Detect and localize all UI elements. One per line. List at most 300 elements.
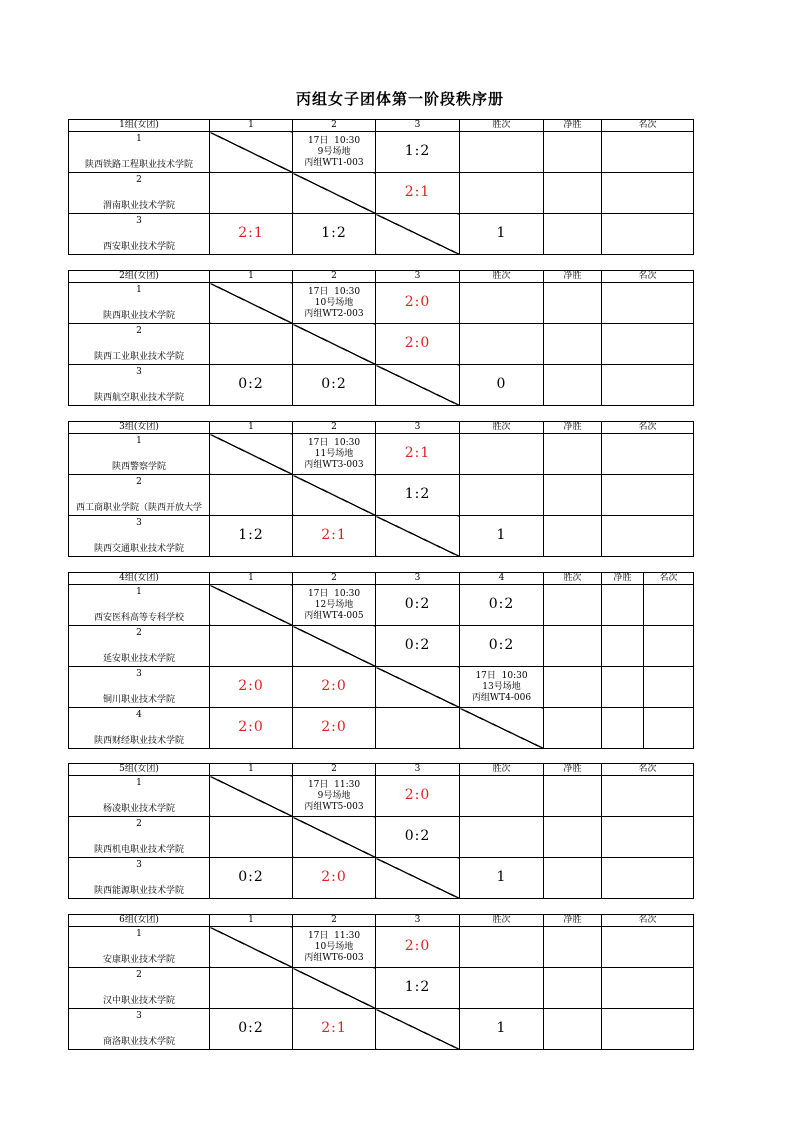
team-name: 西安职业技术学院 [102,242,175,252]
team-info [69,667,209,707]
schedule-time [293,136,375,147]
group-label: 5组(女团) [69,764,210,776]
schedule-day: 17日 [307,135,329,146]
wins-cell [460,365,544,406]
column-header: 3 [376,915,460,927]
wins-cell [460,283,544,324]
net-wins-cell [544,927,602,968]
team-name: 西工商职业学院（陕西开放大学 [75,503,202,513]
score: 1:2 [321,224,347,241]
team-cell [69,626,210,667]
rank-cell [644,708,694,749]
score: 2:1 [321,1019,347,1036]
diagonal-cell [210,283,293,324]
rank-cell [602,365,694,406]
score: 2:1 [404,183,431,200]
score-cell [210,817,293,858]
wins-value: 0 [496,375,507,392]
score: 0:2 [404,827,431,844]
rank-cell [602,132,694,173]
score: 2:1 [321,526,347,543]
schedule-cell [293,927,376,968]
net-wins-cell [544,214,602,255]
score: 1:2 [404,978,431,995]
column-header: 2 [293,422,376,434]
schedule-cell [293,434,376,475]
team-name: 延安职业技术学院 [102,654,175,664]
header-row [69,120,694,132]
diagonal-cell [376,516,460,557]
team-name: 渭南职业技术学院 [102,201,175,211]
score-cell [293,708,376,749]
wins-value: 1 [496,868,507,885]
team-cell [69,434,210,475]
header-row [69,573,694,585]
team-cell [69,1009,210,1050]
schedule-time [293,780,375,791]
column-header: 3 [376,573,460,585]
schedule-cell [460,667,544,708]
rank-cell [602,516,694,557]
score-cell [210,626,293,667]
group-label: 3组(女团) [69,422,210,434]
rank-cell [602,434,694,475]
group-table [68,763,694,899]
team-cell [69,708,210,749]
score-cell [376,324,460,365]
score-cell [376,626,460,667]
schedule-cell [293,585,376,626]
schedule-time [293,931,375,942]
team-name: 陕西航空职业技术学院 [93,393,184,403]
wins-cell [460,968,544,1009]
score: 2:0 [404,937,431,954]
wins-cell [544,708,602,749]
team-row [69,516,694,557]
column-header: 2 [293,764,376,776]
team-number: 2 [136,175,142,185]
group-table [68,914,694,1050]
team-cell [69,475,210,516]
team-info [69,858,209,898]
group-table [68,572,694,749]
net-wins-cell [602,585,644,626]
net-wins-cell [544,434,602,475]
team-row [69,283,694,324]
column-header: 2 [293,915,376,927]
team-row [69,434,694,475]
header-row [69,915,694,927]
column-header: 1 [210,422,293,434]
wins-cell [460,214,544,255]
score-cell [376,585,460,626]
team-name: 陕西财经职业技术学院 [93,736,184,746]
team-name: 汉中职业技术学院 [102,996,175,1006]
rank-cell [602,324,694,365]
rank-cell [602,173,694,214]
team-number: 2 [136,819,142,829]
team-number: 3 [136,669,142,679]
team-number: 2 [136,477,142,487]
team-cell [69,324,210,365]
team-cell [69,817,210,858]
diagonal-cell [293,817,376,858]
schedule-clock: 10:30 [334,437,361,448]
team-info [69,708,209,748]
wins-cell [544,585,602,626]
team-info [69,434,209,474]
net-wins-cell [602,626,644,667]
wins-cell [460,817,544,858]
score: 0:2 [321,375,347,392]
schedule-day: 17日 [475,670,496,681]
team-number: 3 [136,367,142,377]
schedule-court: 9号场地 [317,146,351,157]
column-header: 4 [460,573,544,585]
score-cell [376,434,460,475]
score: 2:1 [238,224,264,241]
column-header: 净胜 [544,915,602,927]
column-header: 名次 [602,915,694,927]
score: 2:0 [321,677,347,694]
schedule-clock: 10:30 [334,135,361,146]
schedule-code: 丙组WT2-003 [304,308,364,319]
score-cell [293,365,376,406]
column-header: 胜次 [460,271,544,283]
column-header: 3 [376,271,460,283]
net-wins-cell [602,667,644,708]
schedule-day: 17日 [307,779,329,790]
rank-cell [602,776,694,817]
net-wins-cell [544,817,602,858]
score: 2:0 [404,293,431,310]
wins-value: 1 [496,526,507,543]
team-cell [69,927,210,968]
team-cell [69,516,210,557]
diagonal-cell [376,1009,460,1050]
rank-cell [602,214,694,255]
diagonal-cell [210,132,293,173]
column-header: 1 [210,764,293,776]
diagonal-cell [293,626,376,667]
team-info [69,365,209,405]
team-row [69,708,694,749]
score: 2:1 [404,444,431,461]
score-cell [293,214,376,255]
net-wins-cell [544,365,602,406]
column-header: 2 [293,271,376,283]
score-cell [210,1009,293,1050]
rank-cell [644,585,694,626]
schedule-code: 丙组WT4-006 [471,692,532,703]
team-info [69,173,209,213]
team-cell [69,132,210,173]
column-header: 净胜 [544,764,602,776]
net-wins-cell [544,132,602,173]
schedule-day: 17日 [307,437,329,448]
wins-cell [460,132,544,173]
team-info [69,776,209,816]
diagonal-cell [293,475,376,516]
group-table [68,119,694,255]
schedule-time [293,438,375,449]
schedule-code: 丙组WT4-005 [304,610,364,621]
column-header: 胜次 [460,915,544,927]
column-header: 胜次 [544,573,602,585]
diagonal-cell [210,927,293,968]
wins-cell [544,667,602,708]
rank-cell [602,817,694,858]
team-number: 3 [136,216,142,226]
team-row [69,214,694,255]
score-cell [376,132,460,173]
team-name: 安康职业技术学院 [102,955,175,965]
score: 0:2 [238,868,264,885]
column-header: 2 [293,573,376,585]
score-cell [460,585,544,626]
team-name: 商洛职业技术学院 [102,1037,175,1047]
team-row [69,817,694,858]
score-cell [376,173,460,214]
rank-cell [644,667,694,708]
header-row [69,764,694,776]
team-number: 4 [136,710,142,720]
page-title: 丙组女子团体第一阶段秩序册 [295,90,504,108]
schedule-cell [293,283,376,324]
team-number: 3 [136,518,142,528]
wins-value: 1 [496,224,507,241]
schedule-court: 13号场地 [482,681,521,692]
score: 2:0 [238,677,264,694]
column-header: 3 [376,422,460,434]
team-info [69,968,209,1008]
wins-cell [544,626,602,667]
team-info [69,214,209,254]
team-name: 陕西交通职业技术学院 [93,544,184,554]
diagonal-cell [293,173,376,214]
team-info [69,475,209,515]
group-label: 2组(女团) [69,271,210,283]
column-header: 3 [376,764,460,776]
diagonal-cell [210,585,293,626]
team-cell [69,173,210,214]
team-number: 1 [136,778,142,788]
group-label: 1组(女团) [69,120,210,132]
net-wins-cell [544,516,602,557]
column-header: 净胜 [544,120,602,132]
team-info [69,1009,209,1049]
wins-cell [460,858,544,899]
score: 0:2 [488,595,515,612]
net-wins-cell [544,283,602,324]
diagonal-cell [210,434,293,475]
team-name: 陕西铁路工程职业技术学院 [84,160,193,170]
schedule-code: 丙组WT6-003 [304,952,364,963]
team-row [69,776,694,817]
wins-cell [460,173,544,214]
team-name: 西安医科高等专科学校 [93,613,184,623]
score: 2:0 [321,868,347,885]
net-wins-cell [544,968,602,1009]
schedule-court: 10号场地 [314,297,354,308]
team-name: 陕西工业职业技术学院 [93,352,184,362]
score-cell [376,927,460,968]
score: 0:2 [488,636,515,653]
column-header: 名次 [644,573,694,585]
wins-cell [460,434,544,475]
schedule-time [293,589,375,600]
schedule-clock: 10:30 [334,286,361,297]
group-table [68,270,694,406]
team-number: 2 [136,628,142,638]
group-table [68,421,694,557]
schedule-clock: 10:30 [334,588,361,599]
schedule-cell [293,776,376,817]
wins-value: 1 [496,1019,507,1036]
net-wins-cell [602,708,644,749]
wins-cell [460,1009,544,1050]
rank-cell [602,475,694,516]
team-info [69,516,209,556]
team-number: 1 [136,929,142,939]
net-wins-cell [544,776,602,817]
team-info [69,817,209,857]
net-wins-cell [544,858,602,899]
schedule-court: 10号场地 [314,941,354,952]
score-cell [210,173,293,214]
net-wins-cell [544,173,602,214]
score: 1:2 [238,526,264,543]
wins-cell [460,516,544,557]
net-wins-cell [544,1009,602,1050]
column-header: 1 [210,120,293,132]
team-cell [69,214,210,255]
team-row [69,132,694,173]
team-cell [69,365,210,406]
team-number: 3 [136,860,142,870]
header-row [69,422,694,434]
diagonal-cell [460,708,544,749]
score: 0:2 [404,636,431,653]
rank-cell [602,858,694,899]
team-number: 2 [136,970,142,980]
score-cell [210,708,293,749]
score: 0:2 [238,375,264,392]
column-header: 3 [376,120,460,132]
score-cell [210,968,293,1009]
schedule-cell [293,132,376,173]
score-cell [210,667,293,708]
diagonal-cell [293,968,376,1009]
score-cell [460,626,544,667]
score-cell [293,516,376,557]
team-name: 陕西职业技术学院 [102,311,175,321]
team-info [69,927,209,967]
team-row [69,365,694,406]
column-header: 1 [210,915,293,927]
score-cell [376,968,460,1009]
score-cell [376,817,460,858]
schedule-code: 丙组WT1-003 [304,157,364,168]
column-header: 名次 [602,422,694,434]
team-row [69,927,694,968]
team-row [69,585,694,626]
team-cell [69,667,210,708]
net-wins-cell [544,475,602,516]
team-number: 1 [136,285,142,295]
schedule-clock: 10:30 [501,670,528,681]
team-number: 1 [136,436,142,446]
column-header: 2 [293,120,376,132]
score: 1:2 [404,142,431,159]
score-cell [210,214,293,255]
team-name: 陕西能源职业技术学院 [93,886,184,896]
schedule-code: 丙组WT3-003 [304,459,364,470]
schedule-court: 11号场地 [314,448,354,459]
score-cell [210,475,293,516]
schedule-clock: 11:30 [334,930,361,941]
wins-cell [460,927,544,968]
team-cell [69,858,210,899]
diagonal-cell [293,324,376,365]
column-header: 胜次 [460,422,544,434]
score: 2:0 [238,718,264,735]
column-header: 名次 [602,120,694,132]
team-name: 陕西警察学院 [111,462,166,472]
schedule-time [460,671,543,682]
team-row [69,173,694,214]
schedule-code: 丙组WT5-003 [304,801,364,812]
score-cell [376,708,460,749]
team-info [69,324,209,364]
score-cell [210,365,293,406]
team-row [69,1009,694,1050]
column-header: 1 [210,271,293,283]
score-cell [376,776,460,817]
score: 2:0 [321,718,347,735]
schedule-court: 12号场地 [314,599,354,610]
score-cell [210,516,293,557]
score-cell [210,858,293,899]
team-info [69,283,209,323]
diagonal-cell [376,214,460,255]
team-cell [69,585,210,626]
team-row [69,626,694,667]
group-label: 4组(女团) [69,573,210,585]
rank-cell [602,968,694,1009]
score-cell [293,858,376,899]
column-header: 净胜 [602,573,644,585]
rank-cell [602,283,694,324]
team-info [69,626,209,666]
team-name: 铜川职业技术学院 [102,695,175,705]
score-cell [210,324,293,365]
group-label: 6组(女团) [69,915,210,927]
column-header: 净胜 [544,271,602,283]
diagonal-cell [376,858,460,899]
column-header: 胜次 [460,120,544,132]
team-cell [69,776,210,817]
net-wins-cell [544,324,602,365]
rank-cell [602,927,694,968]
schedule-clock: 11:30 [334,779,361,790]
team-info [69,132,209,172]
column-header: 1 [210,573,293,585]
wins-cell [460,324,544,365]
diagonal-cell [376,667,460,708]
rank-cell [602,1009,694,1050]
score-cell [376,475,460,516]
